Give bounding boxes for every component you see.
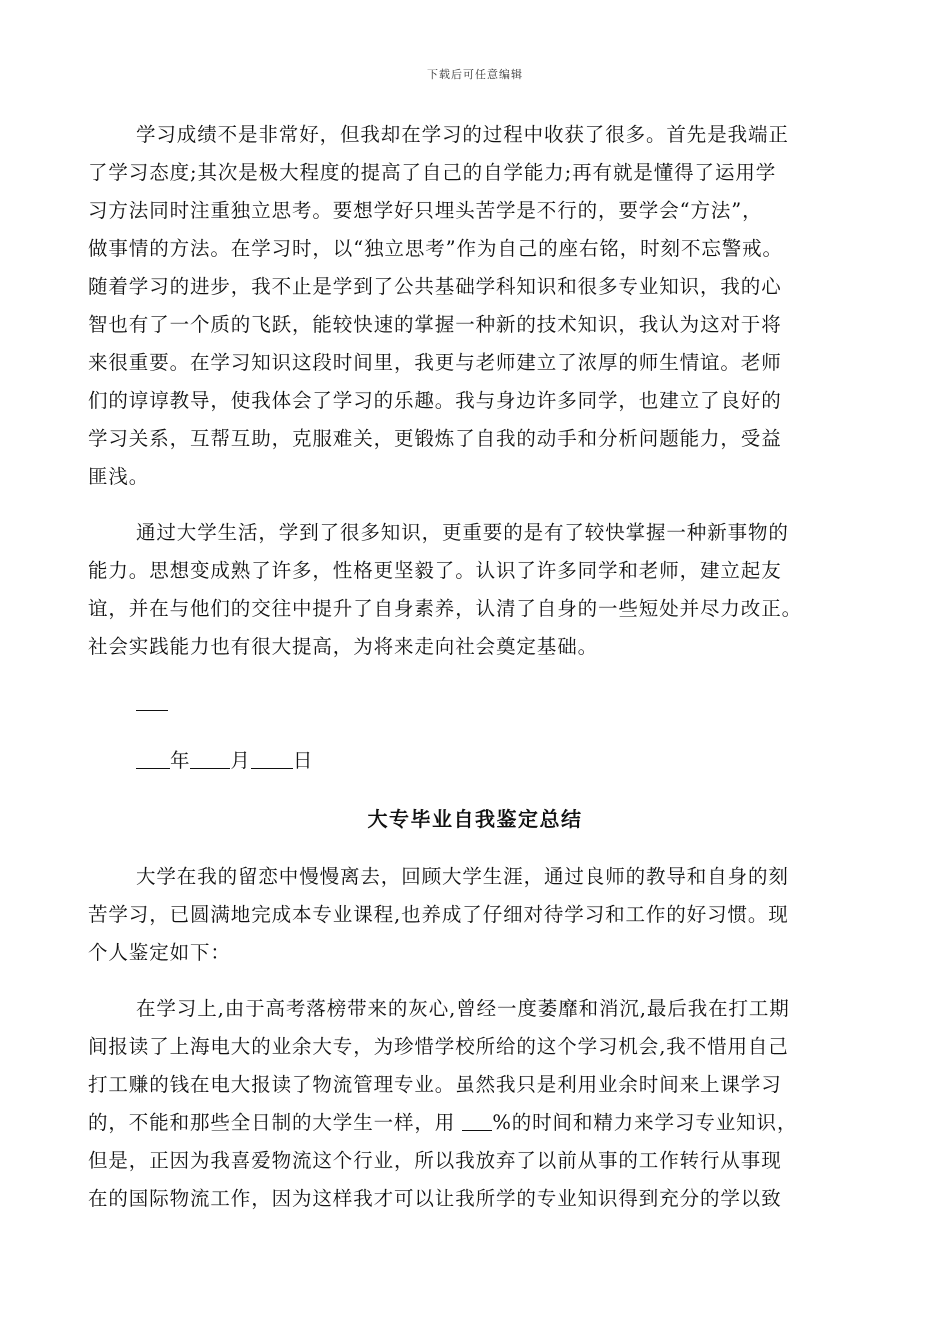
paragraph-line <box>88 1110 868 1136</box>
paragraph-line: 们的谆谆教导，使我体会了学习的乐趣。我与身边许多同学，也建立了良好的 <box>88 389 782 412</box>
section-title: 大专毕业自我鉴定总结 <box>367 807 583 831</box>
line-text: 的，不能和那些全日制的大学生一样，用 <box>88 1111 456 1134</box>
year-label: 年 <box>170 749 191 772</box>
date-line <box>136 748 868 774</box>
paragraph-line: 社会实践能力也有很大提高，为将来走向社会奠定基础。 <box>88 635 599 658</box>
paragraph-line: 学习成绩不是非常好，但我却在学习的过程中收获了很多。首先是我端正 <box>136 123 789 146</box>
day-label: 日 <box>292 749 314 772</box>
year-blank <box>136 748 170 769</box>
paragraph-line: 在的国际物流工作，因为这样我才可以让我所学的专业知识得到充分的学以致 <box>88 1187 782 1210</box>
paragraph-line: 苦学习，已圆满地完成本专业课程,也养成了仔细对待学习和工作的好习惯。现 <box>88 903 789 926</box>
paragraph-line: 智也有了一个质的飞跃，能较快速的掌握一种新的技术知识，我认为这对于将 <box>88 313 782 336</box>
paragraph-line: 学习关系，互帮互助，克服难关，更锻炼了自我的动手和分析问题能力，受益 <box>88 427 782 450</box>
paragraph-line: 个人鉴定如下： <box>88 941 231 964</box>
paragraph-line: 间报读了上海电大的业余大专，为珍惜学校所给的这个学习机会,我不惜用自己 <box>88 1035 789 1058</box>
paragraph-line: 来很重要。在学习知识这段时间里，我更与老师建立了浓厚的师生情谊。老师 <box>88 351 782 374</box>
paragraph-line: 了学习态度;其次是极大程度的提高了自己的自学能力;再有就是懂得了运用学 <box>88 161 777 184</box>
paragraph-line: 随着学习的进步，我不止是学到了公共基础学科知识和很多专业知识，我的心 <box>88 275 782 298</box>
paragraph-line: 通过大学生活，学到了很多知识，更重要的是有了较快掌握一种新事物的 <box>136 521 789 544</box>
paragraph-line: 在学习上,由于高考落榜带来的灰心,曾经一度萎靡和消沉,最后我在打工期 <box>136 997 790 1020</box>
paragraph-line: 做事情的方法。在学习时，以“独立思考”作为自己的座右铭，时刻不忘警戒。 <box>88 237 783 260</box>
month-blank <box>190 748 230 769</box>
day-blank <box>251 748 293 769</box>
percent-blank <box>462 1110 492 1131</box>
paragraph-line: 谊，并在与他们的交往中提升了自身素养，认清了自身的一些短处并尽力改正。 <box>88 597 803 620</box>
header-note: 下载后可任意编辑 <box>427 68 523 81</box>
paragraph-line: 能力。思想变成熟了许多，性格更坚毅了。认识了许多同学和老师，建立起友 <box>88 559 782 582</box>
month-label: 月 <box>230 749 251 772</box>
paragraph-line: 大学在我的留恋中慢慢离去，回顾大学生涯，通过良师的教导和自身的刻 <box>136 865 789 888</box>
paragraph-line: 习方法同时注重独立思考。要想学好只埋头苦学是不行的，要学会“方法”， <box>88 199 763 222</box>
signature-blank-line <box>136 710 168 711</box>
paragraph-line: 但是，正因为我喜爱物流这个行业，所以我放弃了以前从事的工作转行从事现 <box>88 1149 782 1172</box>
paragraph-line: 匪浅。 <box>88 465 150 488</box>
paragraph-line: 打工赚的钱在电大报读了物流管理专业。虽然我只是利用业余时间来上课学习 <box>88 1073 782 1096</box>
line-text: %的时间和精力来学习专业知识， <box>492 1111 798 1134</box>
